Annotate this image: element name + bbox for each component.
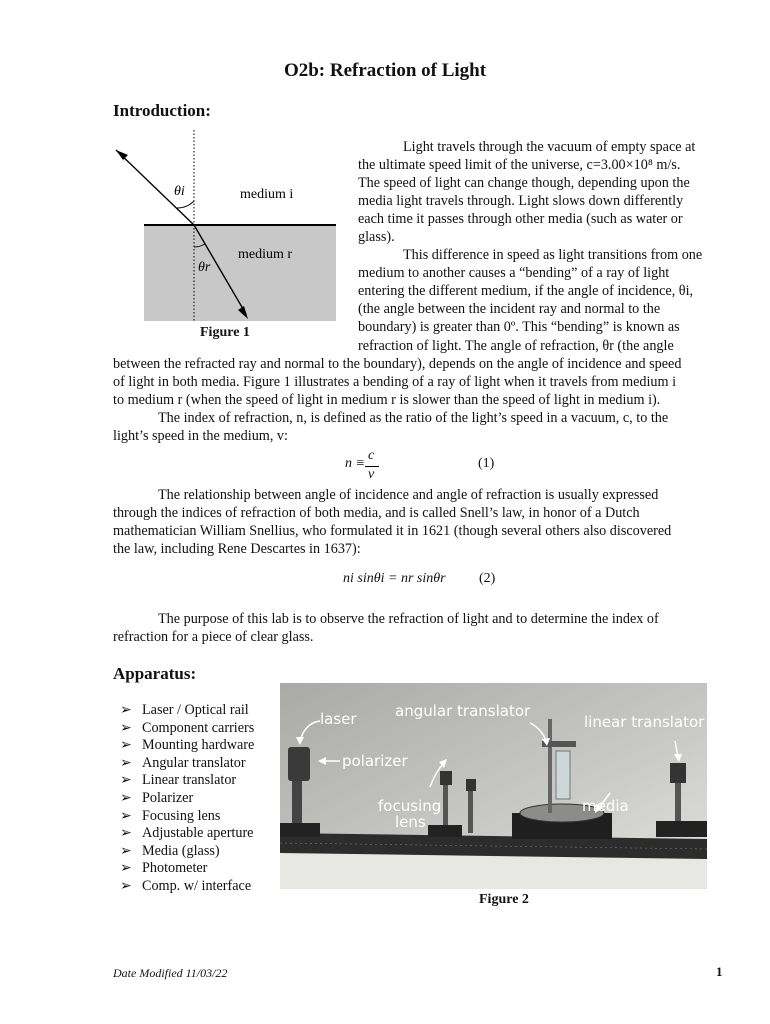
arrow-bullet-icon: ➢ <box>120 842 132 859</box>
footer-date-modified: Date Modified 11/03/22 <box>113 966 228 980</box>
intro-p1-line-6: glass). <box>358 229 395 245</box>
figure-1-diagram <box>113 126 349 346</box>
list-item: ➢ Linear translator <box>120 772 237 789</box>
equation-1-numerator: c <box>368 448 375 463</box>
arrow-bullet-icon: ➢ <box>120 877 132 894</box>
photo-label-focusing: focusing <box>378 797 442 815</box>
list-item: ➢ Focusing lens <box>120 807 221 824</box>
intro-p4-line-2: through the indices of refraction of both media, and is called Snell’s law, in honor of a Dutch <box>113 505 640 521</box>
arrow-bullet-icon: ➢ <box>120 860 132 877</box>
medium-r-region <box>144 226 336 321</box>
intro-p1-line-2: the ultimate speed limit of the universe, c=3.00×10⁸ m/s. <box>358 157 681 173</box>
equation-1-denominator: v <box>368 467 375 482</box>
photo-label-laser: laser <box>320 710 357 728</box>
intro-p2-line-1: This difference in speed as light transitions from one <box>403 247 703 263</box>
intro-p4-line-1: The relationship between angle of incidence and angle of refraction is usually expressed <box>158 487 659 503</box>
photo-label-lens: lens <box>395 813 426 831</box>
theta-i-label: θi <box>174 184 185 199</box>
list-item: ➢ Polarizer <box>120 789 194 806</box>
arrow-bullet-icon: ➢ <box>120 807 132 824</box>
photo-label-polarizer: polarizer <box>342 752 408 770</box>
equation-1-lhs: n ≡ <box>345 456 365 471</box>
figure-2-photo <box>280 683 707 889</box>
list-item: ➢ Photometer <box>120 860 208 877</box>
intro-p5-line-2: refraction for a piece of clear glass. <box>113 629 314 645</box>
arrow-bullet-icon: ➢ <box>120 702 132 718</box>
photo-label-linear-translator: linear translator <box>584 713 705 731</box>
apparatus-list <box>120 702 254 896</box>
list-item: ➢ Laser / Optical rail <box>120 702 249 718</box>
angle-arc-incident <box>177 201 194 208</box>
equation-1-number: (1) <box>478 456 495 471</box>
intro-p2-full-line-2: of light in both media. Figure 1 illustrates a bending of a ray of light when it travels from medium i <box>113 374 677 390</box>
list-item: ➢ Comp. w/ interface <box>120 877 252 894</box>
arrow-bullet-icon: ➢ <box>120 719 132 736</box>
focusing-lens-device <box>466 779 476 791</box>
arrow-bullet-icon: ➢ <box>120 737 132 754</box>
apparatus-heading: Apparatus: <box>113 664 197 683</box>
intro-p2-line-2: medium to another causes a “bending” of a ray of light <box>358 265 670 281</box>
page-title: O2b: Refraction of Light <box>283 60 487 81</box>
equation-2: ni sinθi = nr sinθr <box>343 571 446 586</box>
introduction-heading: Introduction: <box>113 101 211 120</box>
media-glass <box>556 751 570 799</box>
incident-arrow-icon <box>116 150 128 160</box>
figure-1-caption: Figure 1 <box>200 325 250 340</box>
list-item: ➢ Media (glass) <box>120 842 220 859</box>
intro-p3-line-1: The index of refraction, n, is defined as the ratio of the light’s speed in a vacuum, c, to the <box>158 410 669 426</box>
arrow-bullet-icon: ➢ <box>120 825 132 842</box>
intro-p2-line-4: (the angle between the incident ray and normal to the <box>358 301 661 317</box>
arrow-bullet-icon: ➢ <box>120 772 132 789</box>
figure-2-caption: Figure 2 <box>479 892 529 907</box>
laser-device <box>288 747 310 781</box>
list-item: ➢ Mounting hardware <box>120 737 255 754</box>
intro-p4-line-4: the law, including Rene Descartes in 1637): <box>113 541 361 557</box>
medium-i-label: medium i <box>240 187 294 202</box>
list-item: ➢ Component carriers <box>120 719 255 736</box>
medium-r-label: medium r <box>238 247 293 262</box>
intro-p4-line-3: mathematician William Snellius, who formulated it in 1621 (though several others also discovered <box>113 523 672 539</box>
list-item: ➢ Angular translator <box>120 754 246 771</box>
intro-p2-line-5: boundary) is greater than 0º. This “bending” is known as <box>358 319 680 335</box>
page-number: 1 <box>716 964 723 979</box>
photo-label-angular-translator: angular translator <box>395 702 531 720</box>
linear-translator-device <box>670 763 686 783</box>
list-item: ➢ Adjustable aperture <box>120 825 254 842</box>
arrow-bullet-icon: ➢ <box>120 789 132 806</box>
photo-label-media: media <box>582 797 629 815</box>
intro-p2-line-3: entering the different medium, if the angle of incidence, θi, <box>358 283 694 299</box>
polarizer-device <box>440 771 452 785</box>
intro-p2-line-6: refraction of light. The angle of refraction, θr (the angle <box>358 338 674 354</box>
intro-p1-line-1: Light travels through the vacuum of empty space at <box>403 139 696 155</box>
intro-p1-line-4: media light travels through. Light slows down differently <box>358 193 684 209</box>
intro-p2-full-line-3: to medium r (when the speed of light in medium r is slower than the speed of light in medium i). <box>113 392 661 408</box>
theta-r-label: θr <box>198 260 211 275</box>
arrow-bullet-icon: ➢ <box>120 754 132 771</box>
intro-p5-line-1: The purpose of this lab is to observe the refraction of light and to determine the index of <box>158 611 659 627</box>
intro-p1-line-5: each time it passes through other media (such as water or <box>358 211 683 227</box>
intro-p2-full-line-1: between the refracted ray and normal to the boundary), depends on the angle of incidence and speed <box>113 356 682 372</box>
intro-p1-line-3: The speed of light can change though, depending upon the <box>358 175 690 191</box>
intro-p3-line-2: light’s speed in the medium, v: <box>113 428 288 444</box>
equation-2-number: (2) <box>479 571 496 586</box>
